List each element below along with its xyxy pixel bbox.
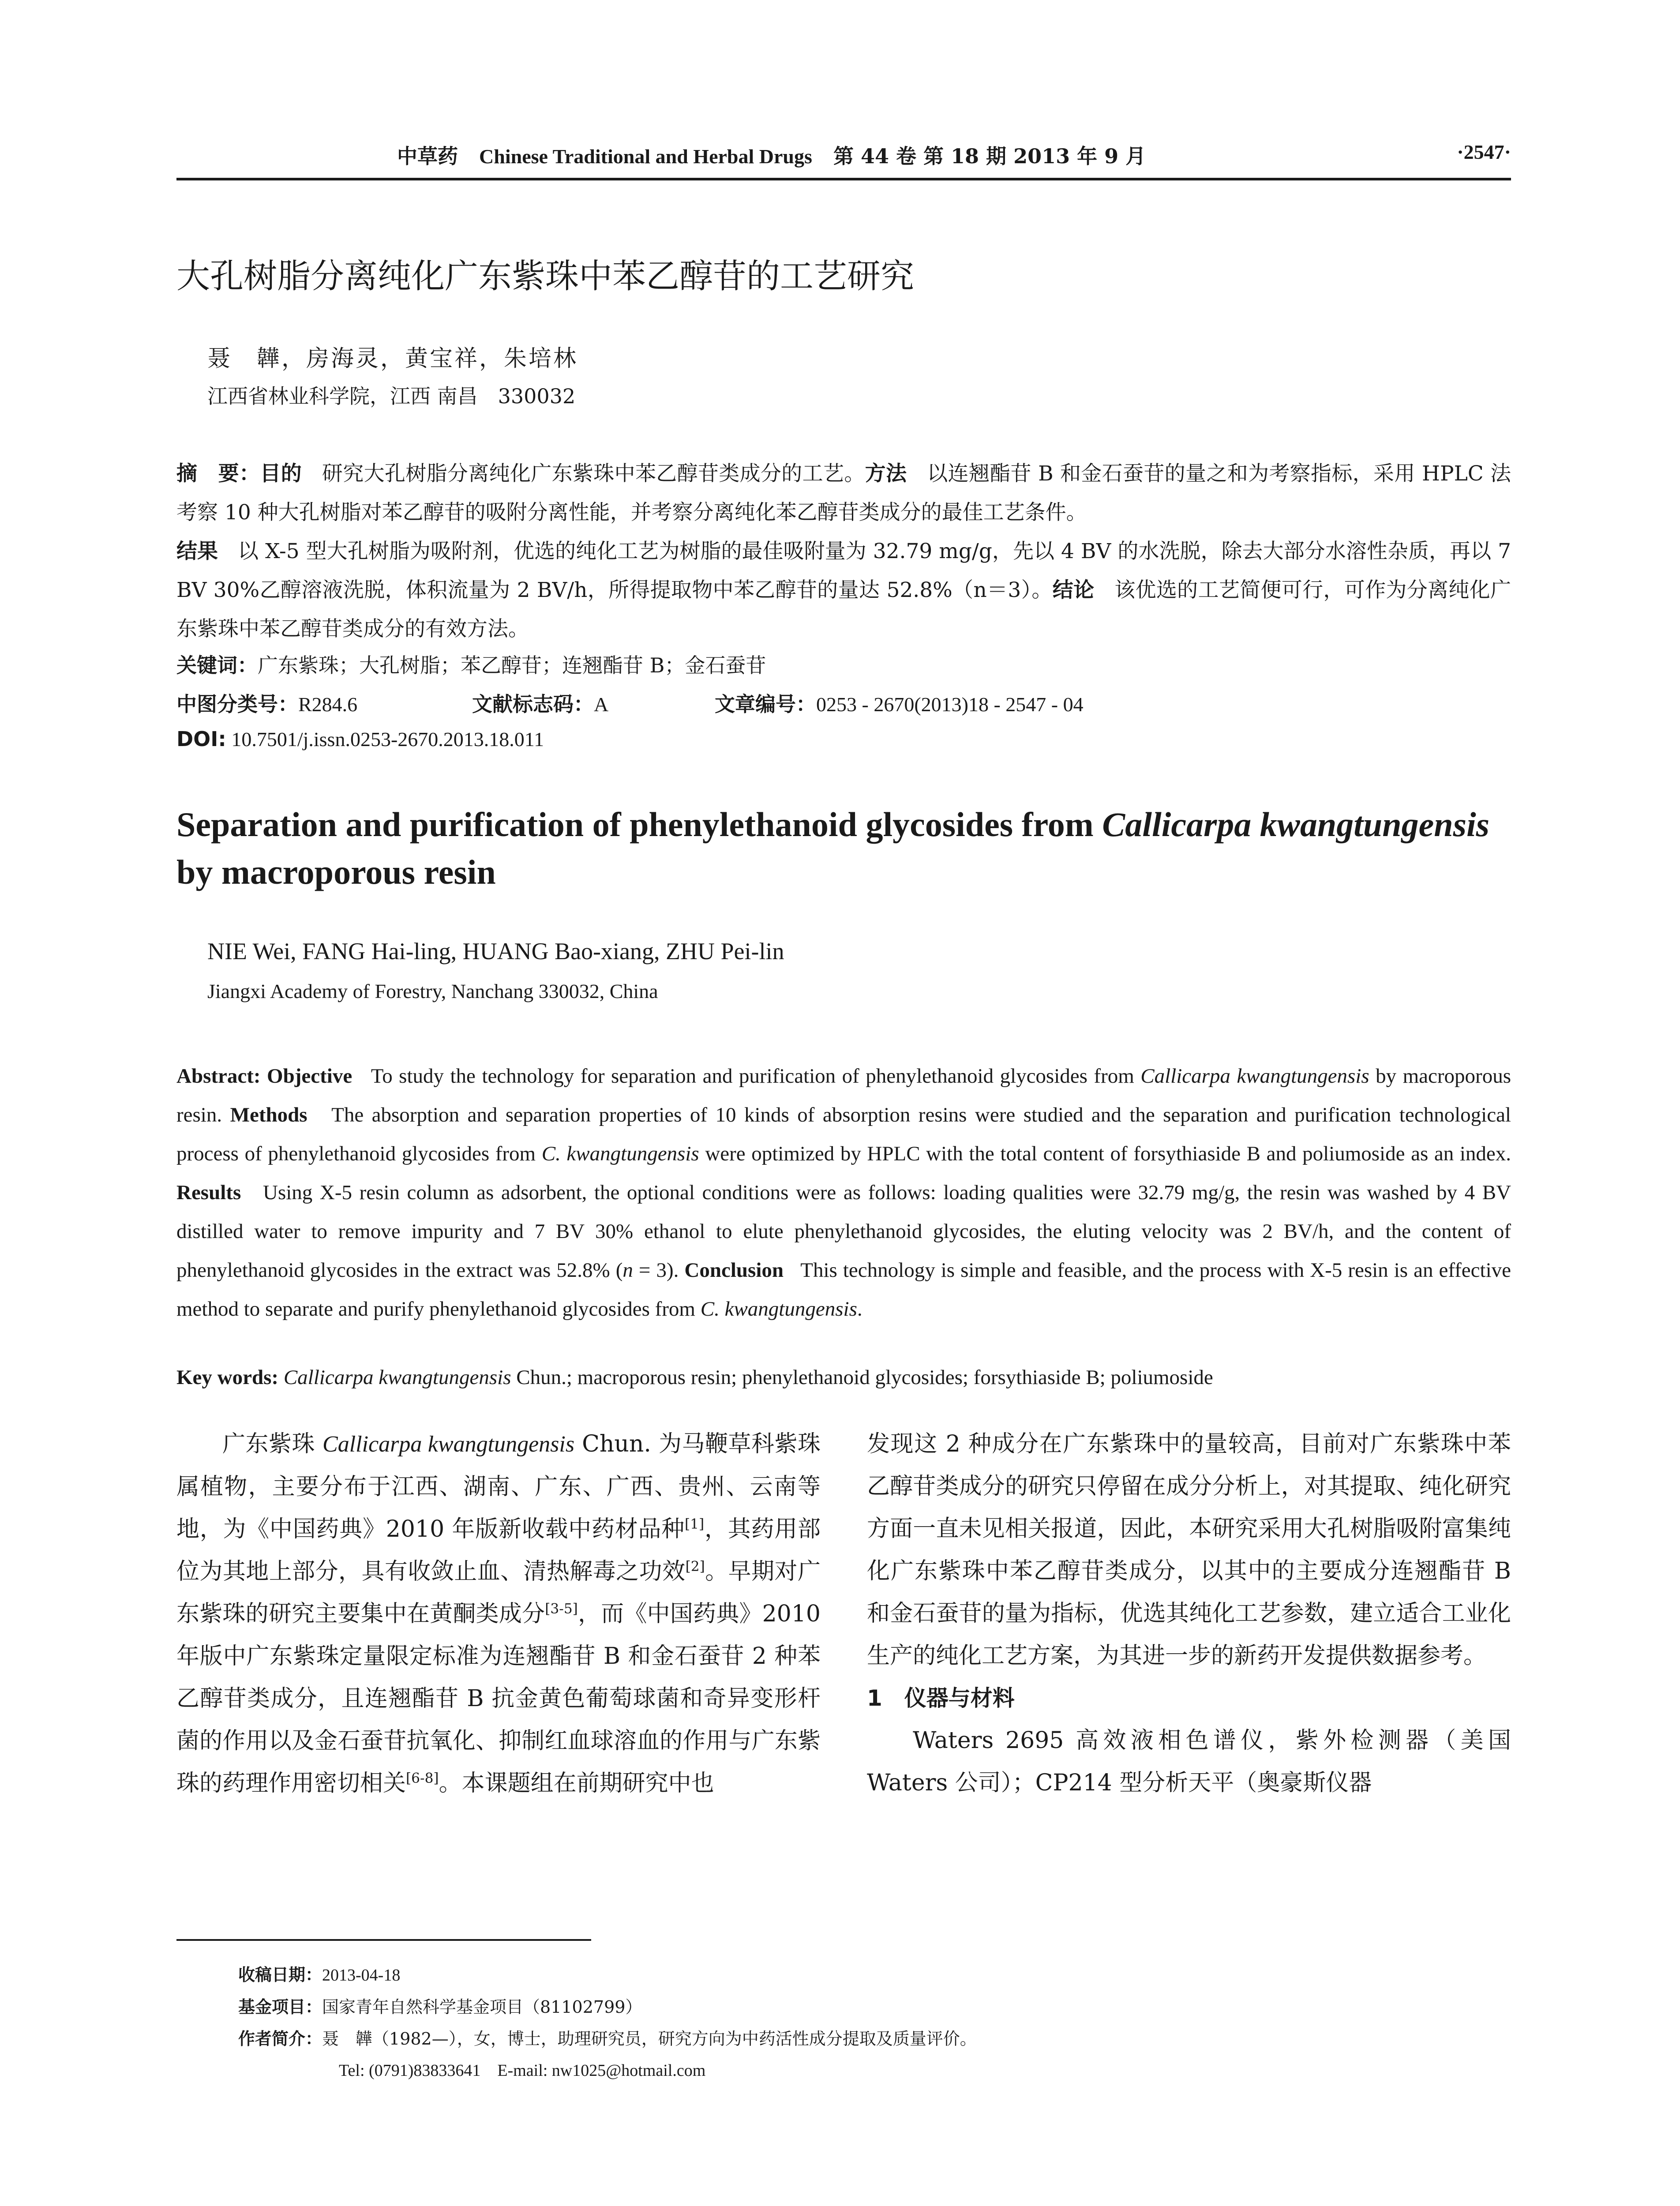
cn-article-value: 0253 - 2670(2013)18 - 2547 - 04 bbox=[816, 693, 1084, 716]
cn-keywords-text: 广东紫珠；大孔树脂；苯乙醇苷；连翘酯苷 B；金石蚕苷 bbox=[258, 653, 766, 677]
body-paragraph: 发现这 2 种成分在广东紫珠中的量较高，目前对广东紫珠中苯乙醇苷类成分的研究只停留在成分分析上，对其提取、纯化研究方面一直未见相关报道，因此，本研究采用大孔树脂吸附富集纯化广东紫珠中苯乙醇苷类成分，以其中的主要成分连翘酯苷 B 和金石蚕苷的量为指标，优选其纯化工艺参数，建立适合工业化生产的纯化工艺方案，为其进一步的新药开发提供数据参考。 bbox=[867, 1431, 1511, 1669]
cn-keywords-label: 关键词： bbox=[176, 653, 258, 677]
en-conclusion: This technology is simple and feasible, and the process with X-5 resin is an effective method to separate and purify phenylethanoid glycosides from bbox=[176, 1259, 1511, 1321]
body-text: 广东紫珠 bbox=[222, 1431, 323, 1457]
en-methods: The absorption and separation properties of 10 kinds of absorption resins were studied and the separation and purification technological process of phenylethanoid glycosides from bbox=[176, 1103, 1511, 1165]
section-heading: 1 仪器与材料 bbox=[867, 1685, 1015, 1711]
issue-info: 第 44 卷 第 18 期 2013 年 9 月 bbox=[833, 144, 1146, 168]
en-conclusion-label: Conclusion bbox=[684, 1259, 784, 1282]
body-column-right bbox=[867, 1423, 1511, 1804]
en-objective-end: by macroporous resin. bbox=[176, 1065, 1511, 1126]
cn-cls-value: R284.6 bbox=[298, 693, 358, 716]
author-bio-label: 作者简介： bbox=[238, 2029, 322, 2048]
cn-doc-label: 文献标志码： bbox=[472, 692, 594, 716]
doi-value: 10.7501/j.issn.0253-2670.2013.18.011 bbox=[231, 728, 544, 750]
fund-info bbox=[238, 1991, 1474, 2023]
cn-conclusion-label: 结论 bbox=[1052, 578, 1095, 602]
footnote-rule bbox=[176, 1939, 591, 1941]
en-species: C. kwangtungensis bbox=[541, 1142, 699, 1165]
journal-name-cn: 中草药 bbox=[397, 144, 458, 168]
body-paragraph bbox=[176, 1423, 821, 1805]
cn-objective-label: 目的 bbox=[260, 461, 302, 486]
author-contact: Tel: (0791)83833641 E-mail: nw1025@hotmail.com bbox=[339, 2061, 706, 2080]
cn-objective: 研究大孔树脂分离纯化广东紫珠中苯乙醇苷类成分的工艺。 bbox=[322, 461, 865, 486]
body-text: Chun. 为马鞭草科紫珠属植物，主要分布于江西、湖南、广东、广西、贵州、云南等地，为《中国药典》2010 年版新收载中药材品种 bbox=[176, 1431, 821, 1542]
body-column-left bbox=[176, 1423, 821, 1805]
en-authors: NIE Wei, FANG Hai-ling, HUANG Bao-xiang, ZHU Pei-lin bbox=[207, 938, 784, 964]
journal-line bbox=[397, 140, 1146, 169]
en-keywords bbox=[176, 1366, 1511, 1389]
citation: [6-8] bbox=[406, 1770, 439, 1786]
cn-title: 大孔树脂分离纯化广东紫珠中苯乙醇苷的工艺研究 bbox=[176, 256, 914, 296]
author-bio bbox=[238, 2023, 1474, 2055]
en-title bbox=[176, 801, 1511, 896]
page-number: ·2547· bbox=[1457, 141, 1511, 163]
doi bbox=[176, 727, 544, 751]
en-results-label: Results bbox=[176, 1181, 241, 1204]
en-species: Callicarpa kwangtungensis bbox=[1140, 1065, 1369, 1088]
header-rule bbox=[176, 178, 1511, 180]
citation: [1] bbox=[685, 1516, 705, 1532]
en-keywords-species: Callicarpa kwangtungensis bbox=[283, 1366, 511, 1389]
footnotes bbox=[238, 1959, 1474, 2086]
body-text: ，其药用部位为其地上部分，具有收敛止血、清热解毒之功效 bbox=[176, 1516, 821, 1585]
en-results: Using X-5 resin column as adsorbent, the optional conditions were as follows: loading qualities were 32.79 mg/g, the resin was washed by 4 BV distilled water to remove impurity and 7 BV 30% ethanol to elute phenylethanoid glycosides, the eluting velocity was 2 BV/h, and the content of phenylethanoid glycosides in the extract was 52.8% ( bbox=[176, 1181, 1511, 1282]
cn-results: 以 X-5 型大孔树脂为吸附剂，优选的纯化工艺为树脂的最佳吸附量为 32.79 mg/g，先以 4 BV 的水洗脱，除去大部分水溶性杂质，再以 7 BV 30%乙醇溶液洗脱，体积流量为 2 BV/h，所得提取物中苯乙醇苷的量达 52.8%（n＝3）。 bbox=[176, 539, 1511, 602]
cn-doc-value: A bbox=[594, 693, 609, 716]
cn-methods: 以连翘酯苷 B 和金石蚕苷的量之和为考察指标，采用 HPLC 法考察 10 种大孔树脂对苯乙醇苷的吸附分离性能，并考察分离纯化苯乙醇苷类成分的最佳工艺条件。 bbox=[176, 461, 1511, 525]
cn-affiliation: 江西省林业科学院，江西 南昌 330032 bbox=[207, 384, 576, 408]
en-species: C. kwangtungensis bbox=[700, 1298, 857, 1321]
en-results-end: = 3). bbox=[633, 1259, 679, 1282]
cn-cls-label: 中图分类号： bbox=[176, 692, 298, 716]
en-keywords-text: Chun.; macroporous resin; phenylethanoid glycosides; forsythiaside B; poliumoside bbox=[511, 1366, 1213, 1389]
doi-label: DOI: bbox=[176, 727, 226, 751]
received-date bbox=[238, 1959, 1474, 1991]
en-title-species: Callicarpa kwangtungensis bbox=[1102, 805, 1490, 844]
en-keywords-label: Key words: bbox=[176, 1366, 279, 1389]
journal-name-en: Chinese Traditional and Herbal Drugs bbox=[479, 145, 812, 168]
en-title-part: by macroporous resin bbox=[176, 853, 496, 891]
en-abstract-label: Abstract: bbox=[176, 1065, 261, 1088]
received-value: 2013-04-18 bbox=[322, 1966, 401, 1985]
en-objective: To study the technology for separation and purification of phenylethanoid glycosides from bbox=[371, 1065, 1141, 1088]
body-text: 。本课题组在前期研究中也 bbox=[439, 1770, 714, 1797]
en-conclusion-end: . bbox=[857, 1298, 862, 1321]
en-methods-end: were optimized by HPLC with the total content of forsythiaside B and poliumoside as an index. bbox=[699, 1142, 1511, 1165]
en-objective-label: Objective bbox=[267, 1065, 352, 1088]
cn-authors: 聂 韡，房海灵，黄宝祥，朱培林 bbox=[207, 345, 578, 372]
cn-results-label: 结果 bbox=[176, 539, 218, 563]
en-n-symbol: n bbox=[622, 1259, 633, 1282]
citation: [3-5] bbox=[545, 1601, 578, 1617]
en-methods-label: Methods bbox=[230, 1103, 308, 1126]
cn-abstract bbox=[176, 454, 1511, 649]
fund-label: 基金项目： bbox=[238, 1997, 322, 2017]
body-text: 。早期对广东紫珠的研究主要集中在黄酮类成分 bbox=[176, 1558, 821, 1627]
author-bio-value: 聂 韡（1982—），女，博士，助理研究员，研究方向为中药活性成分提取及质量评价。 bbox=[322, 2029, 977, 2048]
cn-methods-label: 方法 bbox=[865, 461, 907, 486]
fund-value: 国家青年自然科学基金项目（81102799） bbox=[322, 1997, 642, 2017]
received-label: 收稿日期： bbox=[238, 1965, 322, 1985]
citation: [2] bbox=[685, 1558, 705, 1575]
en-title-part: Separation and purification of phenylethanoid glycosides from bbox=[176, 805, 1102, 844]
cn-article-label: 文章编号： bbox=[715, 692, 816, 716]
running-header bbox=[176, 140, 1511, 176]
body-text: ，而《中国药典》2010 年版中广东紫珠定量限定标准为连翘酯苷 B 和金石蚕苷 2 种苯乙醇苷类成分，且连翘酯苷 B 抗金黄色葡萄球菌和奇异变形杆菌的作用以及金石蚕苷抗氧化、抑制红血球溶血的作用与广东紫珠的药理作用密切相关 bbox=[176, 1601, 821, 1797]
cn-abstract-label: 摘 要： bbox=[176, 461, 260, 486]
cn-keywords bbox=[176, 649, 1511, 679]
cn-classification bbox=[176, 688, 1511, 717]
body-species: Callicarpa kwangtungensis bbox=[322, 1432, 575, 1457]
en-affiliation: Jiangxi Academy of Forestry, Nanchang 330032, China bbox=[207, 980, 658, 1002]
cn-conclusion: 该优选的工艺简便可行，可作为分离纯化广东紫珠中苯乙醇苷类成分的有效方法。 bbox=[176, 578, 1511, 641]
body-paragraph: Waters 2695 高效液相色谱仪，紫外检测器（美国 Waters 公司）；CP214 型分析天平（奥豪斯仪器 bbox=[867, 1727, 1511, 1796]
en-abstract bbox=[176, 1057, 1511, 1328]
